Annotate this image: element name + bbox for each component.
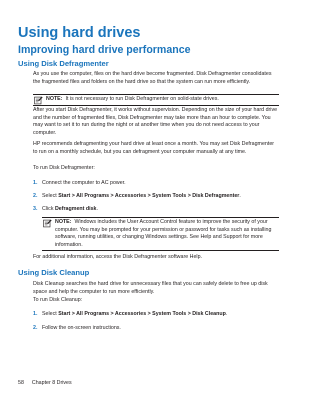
step-text bbox=[42, 193, 279, 201]
note-label: NOTE: bbox=[46, 96, 63, 102]
defrag-step-2 bbox=[33, 193, 279, 201]
note-icon bbox=[34, 96, 43, 105]
note-icon bbox=[43, 219, 52, 228]
page-footer bbox=[18, 380, 80, 386]
defrag-para-2: After you start Disk Defragmenter, it works without supervision. Depending on the size of your hard drive and the number of fragmented files, Disk Defragmenter may take more than an hour to complete. You may want to set it to run during the night or at another time when you do not need access to your computer. bbox=[33, 107, 278, 136]
cleanup-heading: Using Disk Cleanup bbox=[18, 268, 90, 277]
step-prefix: Select bbox=[42, 311, 59, 317]
step-text bbox=[42, 311, 279, 319]
defrag-intro: As you use the computer, files on the hard drive become fragmented. Disk Defragmenter consolidates the fragmented files and folders on the hard drive so that the system can run more efficiently. bbox=[33, 71, 272, 85]
uac-note-box bbox=[42, 217, 279, 251]
step-suffix: . bbox=[225, 311, 228, 317]
step-number: 1. bbox=[33, 180, 38, 186]
cleanup-run-intro: To run Disk Cleanup: bbox=[33, 297, 83, 303]
button-name: Defragment disk bbox=[54, 206, 97, 212]
step-number: 2. bbox=[33, 193, 38, 199]
note-text: Windows includes the User Account Control feature to improve the security of your computer. You may be prompted for your permission or password for tasks such as installing software, running utilities, or changing Windows settings. See Help and Support for more information. bbox=[55, 219, 272, 248]
defrag-more-info: For additional information, access the Disk Defragmenter software Help. bbox=[33, 254, 202, 260]
defrag-step-1 bbox=[33, 180, 279, 188]
section-heading: Improving hard drive performance bbox=[18, 44, 191, 56]
step-prefix: Select bbox=[42, 193, 59, 199]
defrag-para-3: HP recommends defragmenting your hard drive at least once a month. You may set Disk Defragmenter to run on a monthly schedule, but you can defragment your computer manually at any time. bbox=[33, 141, 275, 155]
chapter-label: Chapter 8 Drives bbox=[31, 380, 72, 386]
note-text: It is not necessary to run Disk Defragmenter on solid-state drives. bbox=[65, 96, 219, 102]
step-suffix: . bbox=[96, 206, 98, 212]
menu-path: Start > All Programs > Accessories > System Tools > Disk Defragmenter bbox=[58, 193, 240, 199]
step-number: 1. bbox=[33, 311, 38, 317]
step-text bbox=[42, 206, 279, 214]
defrag-step-3 bbox=[33, 206, 279, 214]
step-text: Connect the computer to AC power. bbox=[42, 180, 126, 186]
page-number: 58 bbox=[18, 380, 24, 386]
step-text: Follow the on-screen instructions. bbox=[42, 325, 121, 331]
step-number: 2. bbox=[33, 325, 38, 331]
menu-path: Start > All Programs > Accessories > System Tools > Disk Cleanup bbox=[58, 311, 226, 317]
page-title: Using hard drives bbox=[18, 25, 141, 41]
cleanup-step-2 bbox=[33, 325, 279, 333]
step-prefix: Click bbox=[42, 206, 55, 212]
note-label: NOTE: bbox=[55, 219, 72, 225]
step-suffix: . bbox=[239, 193, 241, 199]
defrag-run-intro: To run Disk Defragmenter: bbox=[33, 165, 95, 171]
cleanup-step-1 bbox=[33, 311, 279, 319]
step-number: 3. bbox=[33, 206, 38, 212]
defrag-heading: Using Disk Defragmenter bbox=[18, 59, 109, 68]
cleanup-intro: Disk Cleanup searches the hard drive for unnecessary files that you can safely delete to free up disk space and help the computer to run more efficiently. bbox=[33, 281, 268, 295]
note-box bbox=[33, 94, 279, 106]
